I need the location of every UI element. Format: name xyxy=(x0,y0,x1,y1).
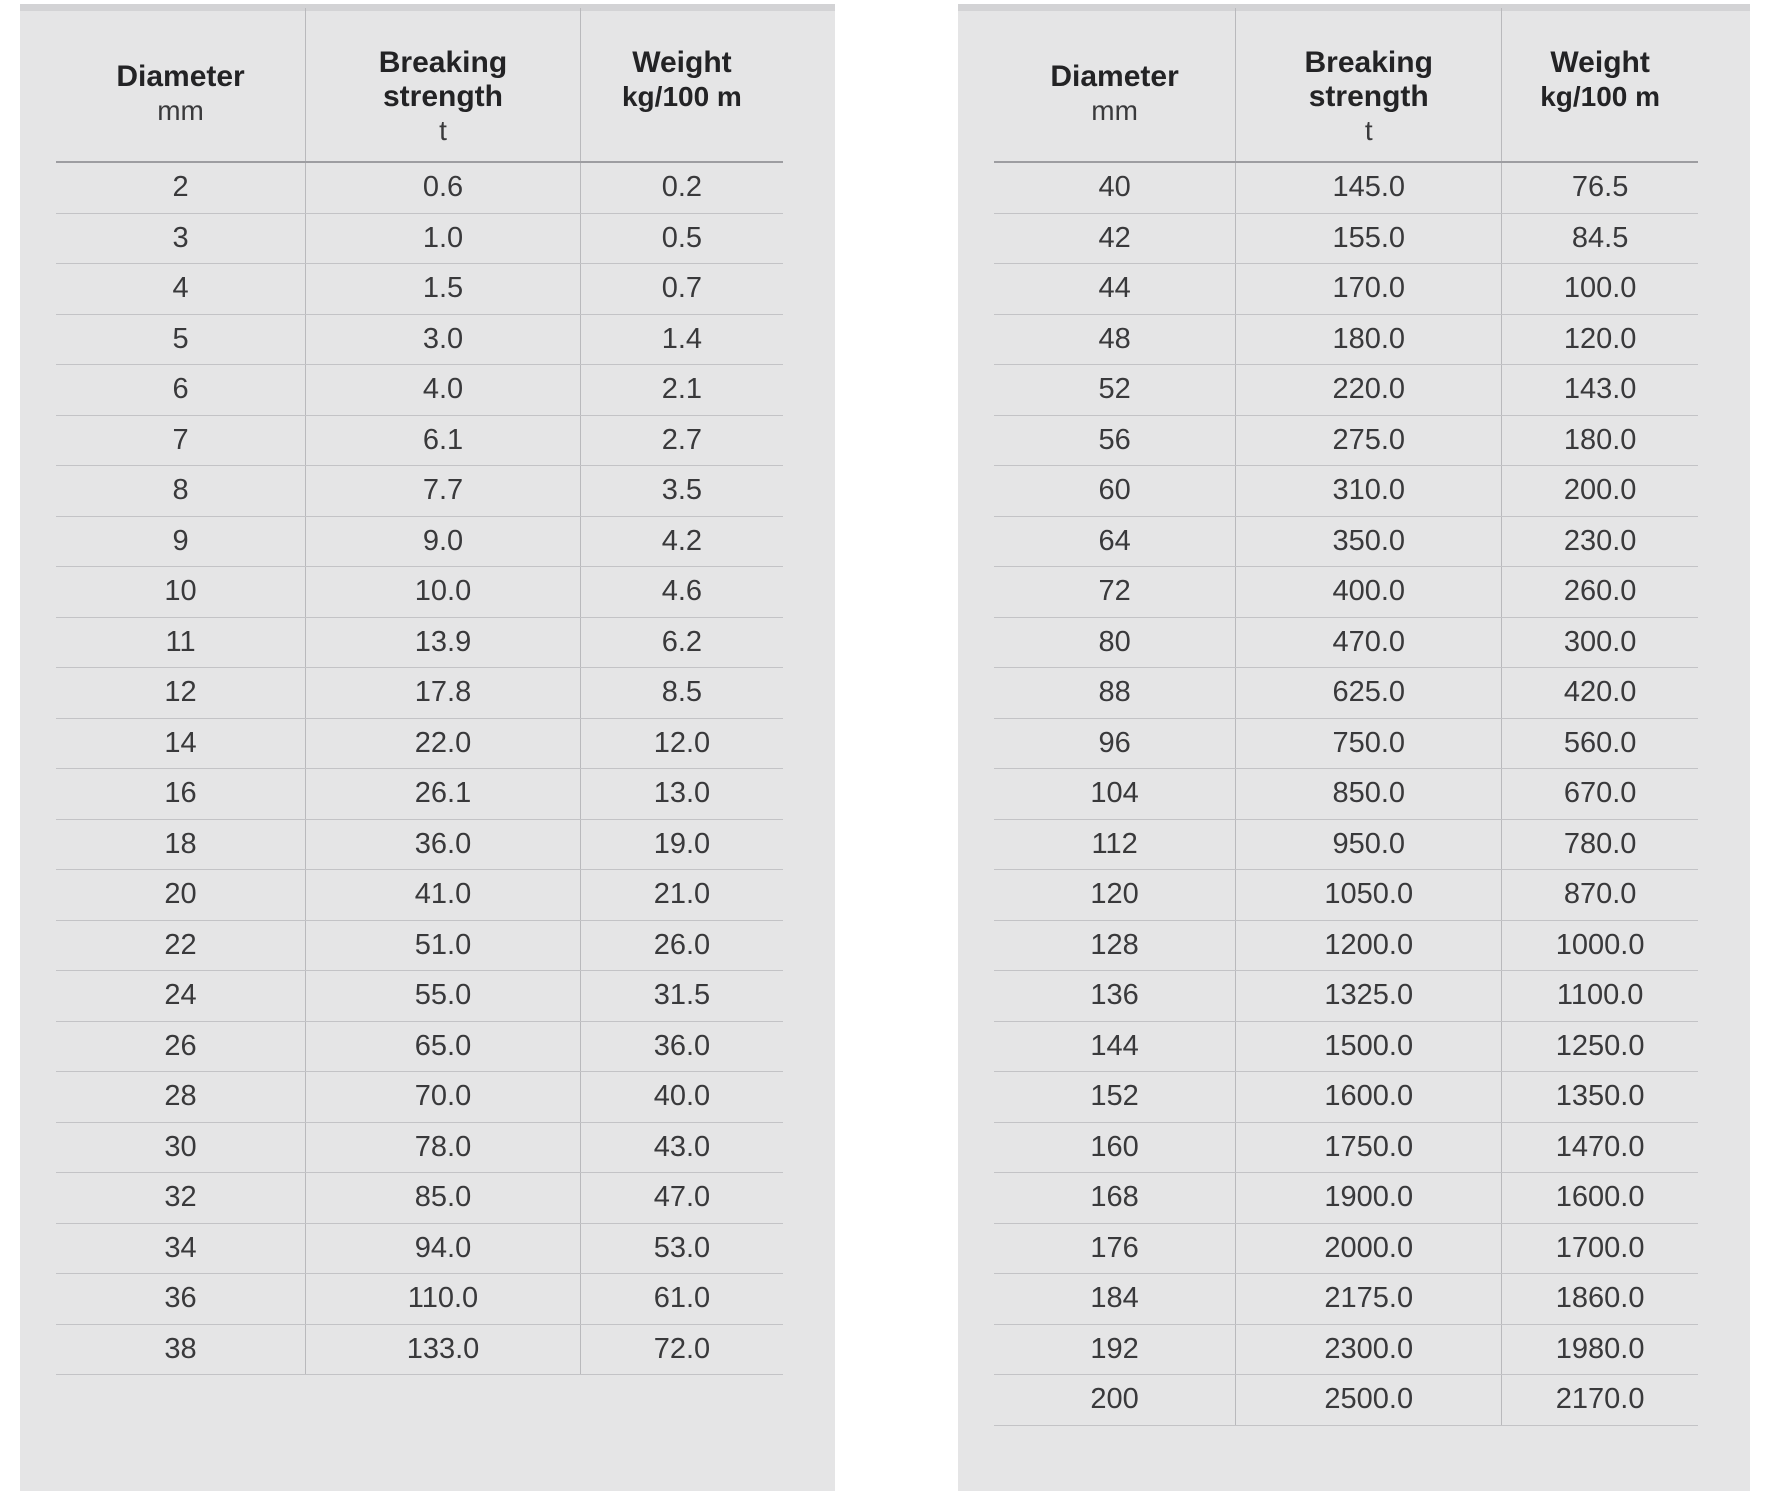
cell-weight: 4.2 xyxy=(661,524,703,557)
header-cell-breaking-strength xyxy=(306,8,581,161)
cell-diameter: 2 xyxy=(56,163,306,213)
cell-diameter: 28 xyxy=(56,1072,306,1122)
cell-breaking-strength: 41.0 xyxy=(306,870,581,920)
cell-diameter: 184 xyxy=(994,1274,1236,1324)
table-row xyxy=(56,214,783,265)
cell-weight: 26.0 xyxy=(653,928,711,961)
header-cell-weight xyxy=(581,8,783,161)
cell-breaking-strength: 78.0 xyxy=(306,1123,581,1173)
cell-weight: 8.5 xyxy=(661,676,703,709)
cell-weight: 0.7 xyxy=(661,272,703,305)
table-row xyxy=(994,1072,1698,1123)
cell-diameter: 12 xyxy=(56,668,306,718)
column-unit-mm: mm xyxy=(157,95,204,126)
table-row xyxy=(994,365,1698,416)
cell-breaking-strength: 0.6 xyxy=(306,163,581,213)
cell-diameter: 56 xyxy=(994,416,1236,466)
cell-weight: 36.0 xyxy=(653,1029,711,1062)
table-row xyxy=(994,163,1698,214)
cell-diameter: 200 xyxy=(994,1375,1236,1425)
table-row xyxy=(56,517,783,568)
table-row xyxy=(56,1325,783,1376)
cell-diameter: 42 xyxy=(994,214,1236,264)
cell-breaking-strength: 1050.0 xyxy=(1236,870,1502,920)
cell-breaking-strength: 1600.0 xyxy=(1236,1072,1502,1122)
cell-breaking-strength: 1750.0 xyxy=(1236,1123,1502,1173)
table-header-row xyxy=(994,8,1698,163)
table-row xyxy=(994,1325,1698,1376)
cell-breaking-strength: 155.0 xyxy=(1236,214,1502,264)
table-row xyxy=(994,264,1698,315)
cell-breaking-strength: 26.1 xyxy=(306,769,581,819)
cell-diameter: 34 xyxy=(56,1224,306,1274)
cell-weight: 0.2 xyxy=(661,171,703,204)
cell-weight: 21.0 xyxy=(653,878,711,911)
cell-weight: 260.0 xyxy=(1563,575,1637,608)
cell-diameter: 10 xyxy=(56,567,306,617)
rope-spec-table-small-diameters xyxy=(56,8,783,1375)
cell-weight: 43.0 xyxy=(653,1130,711,1163)
cell-diameter: 136 xyxy=(994,971,1236,1021)
cell-breaking-strength: 3.0 xyxy=(306,315,581,365)
cell-weight: 13.0 xyxy=(653,777,711,810)
cell-breaking-strength: 10.0 xyxy=(306,567,581,617)
column-title-weight: Weight xyxy=(1550,46,1650,79)
cell-breaking-strength: 2000.0 xyxy=(1236,1224,1502,1274)
cell-weight: 53.0 xyxy=(653,1231,711,1264)
cell-diameter: 88 xyxy=(994,668,1236,718)
column-unit-kg-per-100m: kg/100 m xyxy=(621,81,742,112)
cell-weight: 1350.0 xyxy=(1555,1080,1645,1113)
cell-weight: 84.5 xyxy=(1571,221,1629,254)
cell-weight: 180.0 xyxy=(1563,423,1637,456)
cell-breaking-strength: 2500.0 xyxy=(1236,1375,1502,1425)
cell-breaking-strength: 51.0 xyxy=(306,921,581,971)
table-row xyxy=(994,921,1698,972)
cell-diameter: 36 xyxy=(56,1274,306,1324)
cell-diameter: 152 xyxy=(994,1072,1236,1122)
column-unit-kg-per-100m: kg/100 m xyxy=(1540,81,1661,112)
cell-diameter: 6 xyxy=(56,365,306,415)
cell-diameter: 192 xyxy=(994,1325,1236,1375)
header-cell-breaking-strength xyxy=(1236,8,1502,161)
cell-weight: 120.0 xyxy=(1563,322,1637,355)
cell-diameter: 26 xyxy=(56,1022,306,1072)
cell-breaking-strength: 1200.0 xyxy=(1236,921,1502,971)
cell-weight: 870.0 xyxy=(1563,878,1637,911)
cell-breaking-strength: 70.0 xyxy=(306,1072,581,1122)
column-title-diameter: Diameter xyxy=(1050,60,1179,93)
cell-diameter: 8 xyxy=(56,466,306,516)
cell-diameter: 14 xyxy=(56,719,306,769)
cell-breaking-strength: 400.0 xyxy=(1236,567,1502,617)
cell-breaking-strength: 1900.0 xyxy=(1236,1173,1502,1223)
cell-breaking-strength: 36.0 xyxy=(306,820,581,870)
column-title-weight: Weight xyxy=(632,46,732,79)
cell-breaking-strength: 17.8 xyxy=(306,668,581,718)
rope-spec-table-large-diameters xyxy=(994,8,1698,1426)
table-row xyxy=(994,820,1698,871)
column-title-breaking-strength: Breaking strength xyxy=(1304,46,1433,113)
cell-diameter: 72 xyxy=(994,567,1236,617)
cell-diameter: 5 xyxy=(56,315,306,365)
table-row xyxy=(56,971,783,1022)
table-row xyxy=(994,971,1698,1022)
cell-diameter: 160 xyxy=(994,1123,1236,1173)
cell-weight: 420.0 xyxy=(1563,676,1637,709)
cell-breaking-strength: 1.0 xyxy=(306,214,581,264)
cell-breaking-strength: 750.0 xyxy=(1236,719,1502,769)
cell-breaking-strength: 170.0 xyxy=(1236,264,1502,314)
cell-breaking-strength: 110.0 xyxy=(306,1274,581,1324)
cell-diameter: 120 xyxy=(994,870,1236,920)
cell-weight: 230.0 xyxy=(1563,524,1637,557)
cell-diameter: 80 xyxy=(994,618,1236,668)
table-row xyxy=(994,769,1698,820)
cell-breaking-strength: 2175.0 xyxy=(1236,1274,1502,1324)
cell-diameter: 18 xyxy=(56,820,306,870)
table-row xyxy=(994,567,1698,618)
table-row xyxy=(56,719,783,770)
table-row xyxy=(56,1072,783,1123)
cell-weight: 1100.0 xyxy=(1556,979,1644,1012)
table-row xyxy=(56,365,783,416)
table-body xyxy=(994,163,1698,1426)
table-row xyxy=(56,567,783,618)
cell-weight: 1860.0 xyxy=(1555,1282,1645,1315)
column-unit-t: t xyxy=(1364,115,1373,146)
cell-breaking-strength: 220.0 xyxy=(1236,365,1502,415)
cell-breaking-strength: 350.0 xyxy=(1236,517,1502,567)
cell-diameter: 9 xyxy=(56,517,306,567)
cell-diameter: 32 xyxy=(56,1173,306,1223)
cell-breaking-strength: 950.0 xyxy=(1236,820,1502,870)
cell-diameter: 40 xyxy=(994,163,1236,213)
cell-breaking-strength: 65.0 xyxy=(306,1022,581,1072)
cell-breaking-strength: 1500.0 xyxy=(1236,1022,1502,1072)
cell-breaking-strength: 4.0 xyxy=(306,365,581,415)
table-row xyxy=(994,1022,1698,1073)
table-row xyxy=(994,618,1698,669)
table-row xyxy=(994,1123,1698,1174)
cell-weight: 1600.0 xyxy=(1555,1181,1645,1214)
cell-breaking-strength: 85.0 xyxy=(306,1173,581,1223)
header-cell-diameter xyxy=(994,8,1236,161)
cell-weight: 2.7 xyxy=(661,423,703,456)
cell-diameter: 128 xyxy=(994,921,1236,971)
table-row xyxy=(56,1173,783,1224)
cell-weight: 1700.0 xyxy=(1555,1231,1645,1264)
cell-diameter: 4 xyxy=(56,264,306,314)
cell-diameter: 24 xyxy=(56,971,306,1021)
cell-diameter: 64 xyxy=(994,517,1236,567)
table-row xyxy=(56,769,783,820)
cell-weight: 670.0 xyxy=(1563,777,1637,810)
cell-diameter: 30 xyxy=(56,1123,306,1173)
cell-breaking-strength: 13.9 xyxy=(306,618,581,668)
table-row xyxy=(994,315,1698,366)
cell-breaking-strength: 9.0 xyxy=(306,517,581,567)
cell-weight: 560.0 xyxy=(1563,726,1637,759)
header-cell-diameter xyxy=(56,8,306,161)
cell-breaking-strength: 145.0 xyxy=(1236,163,1502,213)
cell-weight: 2170.0 xyxy=(1555,1383,1645,1416)
cell-breaking-strength: 470.0 xyxy=(1236,618,1502,668)
cell-weight: 6.2 xyxy=(661,625,703,658)
cell-breaking-strength: 1325.0 xyxy=(1236,971,1502,1021)
cell-breaking-strength: 180.0 xyxy=(1236,315,1502,365)
cell-weight: 200.0 xyxy=(1563,474,1637,507)
cell-diameter: 44 xyxy=(994,264,1236,314)
cell-weight: 1250.0 xyxy=(1555,1029,1645,1062)
cell-breaking-strength: 2300.0 xyxy=(1236,1325,1502,1375)
table-row xyxy=(56,466,783,517)
cell-diameter: 52 xyxy=(994,365,1236,415)
table-row xyxy=(56,1123,783,1174)
table-row xyxy=(994,668,1698,719)
cell-breaking-strength: 22.0 xyxy=(306,719,581,769)
column-title-diameter: Diameter xyxy=(116,60,245,93)
cell-weight: 100.0 xyxy=(1563,272,1637,305)
cell-diameter: 16 xyxy=(56,769,306,819)
cell-diameter: 104 xyxy=(994,769,1236,819)
cell-diameter: 144 xyxy=(994,1022,1236,1072)
table-header-row xyxy=(56,8,783,163)
table-row xyxy=(994,870,1698,921)
column-unit-mm: mm xyxy=(1091,95,1138,126)
table-row xyxy=(56,264,783,315)
table-row xyxy=(56,1274,783,1325)
cell-weight: 1000.0 xyxy=(1555,928,1645,961)
cell-weight: 143.0 xyxy=(1563,373,1637,406)
table-row xyxy=(994,416,1698,467)
spec-table-panel-left xyxy=(20,4,835,1491)
column-unit-t: t xyxy=(439,115,447,146)
cell-breaking-strength: 850.0 xyxy=(1236,769,1502,819)
cell-breaking-strength: 94.0 xyxy=(306,1224,581,1274)
cell-breaking-strength: 55.0 xyxy=(306,971,581,1021)
cell-weight: 19.0 xyxy=(653,827,711,860)
cell-breaking-strength: 310.0 xyxy=(1236,466,1502,516)
cell-weight: 300.0 xyxy=(1563,625,1637,658)
cell-diameter: 176 xyxy=(994,1224,1236,1274)
table-row xyxy=(994,466,1698,517)
cell-diameter: 20 xyxy=(56,870,306,920)
cell-weight: 76.5 xyxy=(1571,171,1629,204)
cell-diameter: 60 xyxy=(994,466,1236,516)
cell-diameter: 112 xyxy=(994,820,1236,870)
cell-diameter: 38 xyxy=(56,1325,306,1375)
cell-weight: 72.0 xyxy=(653,1332,711,1365)
table-row xyxy=(56,416,783,467)
table-row xyxy=(56,315,783,366)
cell-weight: 12.0 xyxy=(653,726,711,759)
cell-weight: 0.5 xyxy=(661,221,703,254)
cell-diameter: 3 xyxy=(56,214,306,264)
cell-weight: 47.0 xyxy=(653,1181,711,1214)
cell-weight: 40.0 xyxy=(653,1080,711,1113)
cell-diameter: 22 xyxy=(56,921,306,971)
table-row xyxy=(56,163,783,214)
table-row xyxy=(56,668,783,719)
table-row xyxy=(56,870,783,921)
cell-weight: 4.6 xyxy=(661,575,703,608)
table-row xyxy=(994,1224,1698,1275)
cell-diameter: 168 xyxy=(994,1173,1236,1223)
cell-diameter: 7 xyxy=(56,416,306,466)
table-row xyxy=(994,517,1698,568)
cell-breaking-strength: 275.0 xyxy=(1236,416,1502,466)
cell-diameter: 48 xyxy=(994,315,1236,365)
table-row xyxy=(56,1224,783,1275)
table-body xyxy=(56,163,783,1375)
table-row xyxy=(994,1173,1698,1224)
cell-weight: 2.1 xyxy=(661,373,703,406)
table-row xyxy=(56,921,783,972)
cell-weight: 61.0 xyxy=(653,1282,711,1315)
cell-weight: 31.5 xyxy=(653,979,711,1012)
cell-breaking-strength: 133.0 xyxy=(306,1325,581,1375)
cell-weight: 780.0 xyxy=(1563,827,1637,860)
cell-breaking-strength: 1.5 xyxy=(306,264,581,314)
table-row xyxy=(56,820,783,871)
cell-diameter: 11 xyxy=(56,618,306,668)
table-row xyxy=(56,618,783,669)
cell-weight: 1470.0 xyxy=(1555,1130,1645,1163)
cell-breaking-strength: 625.0 xyxy=(1236,668,1502,718)
cell-weight: 1980.0 xyxy=(1555,1332,1645,1365)
cell-breaking-strength: 7.7 xyxy=(306,466,581,516)
table-row xyxy=(56,1022,783,1073)
table-row xyxy=(994,214,1698,265)
cell-diameter: 96 xyxy=(994,719,1236,769)
spec-table-panel-right xyxy=(958,4,1750,1491)
column-title-breaking-strength: Breaking strength xyxy=(378,46,508,113)
table-row xyxy=(994,1375,1698,1426)
cell-weight: 1.4 xyxy=(661,322,703,355)
header-cell-weight xyxy=(1502,8,1698,161)
cell-weight: 3.5 xyxy=(661,474,703,507)
table-row xyxy=(994,719,1698,770)
cell-breaking-strength: 6.1 xyxy=(306,416,581,466)
table-row xyxy=(994,1274,1698,1325)
